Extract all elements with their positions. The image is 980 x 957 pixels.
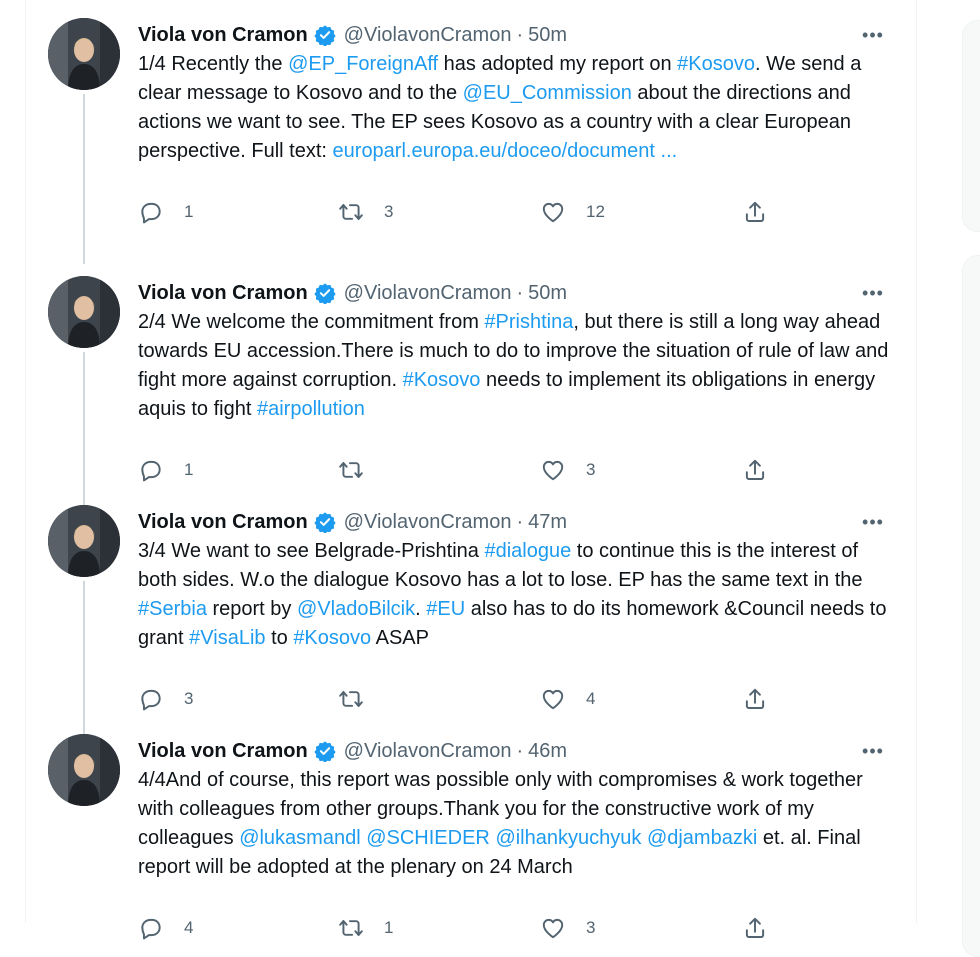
tweet-link[interactable]: @ilhankyuchyuk [495, 827, 642, 849]
tweet-time[interactable]: 50m [528, 23, 568, 46]
reply-count: 3 [184, 689, 194, 708]
tweet-1[interactable] [26, 0, 916, 229]
tweet-header [138, 278, 567, 308]
heart-icon [540, 199, 566, 225]
retweet-button[interactable] [338, 912, 393, 944]
tweet-link[interactable]: #Kosovo [402, 369, 481, 391]
tweet-header [138, 736, 567, 766]
tweet-link[interactable]: #Serbia [138, 598, 207, 620]
retweet-icon [338, 199, 364, 225]
tweet-time[interactable]: 47m [528, 510, 568, 533]
tweet-link[interactable]: #Prishtina [484, 311, 574, 333]
share-icon [742, 457, 768, 483]
tweet-text-segment: et. al. Final report will be adopted at the plenary on 24 March [138, 827, 861, 878]
author-handle[interactable]: @ViolavonCramon [343, 739, 512, 762]
reply-icon [138, 915, 164, 941]
tweet-actions [138, 683, 778, 715]
tweet-text-segment: to [265, 627, 294, 649]
tweet-link[interactable]: @djambazki [646, 827, 758, 849]
tweet-text-segment: . [415, 598, 427, 620]
share-button[interactable] [742, 196, 768, 228]
verified-badge-icon [314, 511, 336, 533]
retweet-count: 3 [384, 202, 394, 221]
separator: · [516, 739, 524, 762]
tweet-link[interactable]: @EP_ForeignAff [288, 53, 439, 75]
reply-icon [138, 686, 164, 712]
reply-button[interactable] [138, 683, 193, 715]
like-count: 12 [586, 202, 605, 221]
tweet-link[interactable]: #dialogue [484, 540, 572, 562]
tweet-text-segment: , but there is still a long way ahead towards EU accession.There is much to do to improve the situation of rule of law and fight more against corruption. [138, 311, 889, 391]
separator: · [516, 510, 524, 533]
tweet-link[interactable]: @SCHIEDER [366, 827, 490, 849]
avatar[interactable] [48, 276, 120, 348]
like-button[interactable] [540, 912, 595, 944]
like-count: 3 [586, 918, 596, 937]
tweet-link[interactable]: #VisaLib [189, 627, 266, 649]
heart-icon [540, 915, 566, 941]
more-icon[interactable]: ••• [862, 511, 884, 532]
tweet-text-segment: about the directions and actions we want to see. The EP sees Kosovo as a country with a clear European perspective. Full text: [138, 82, 851, 162]
reply-button[interactable] [138, 454, 193, 486]
like-button[interactable] [540, 196, 605, 228]
sidebar-card [962, 20, 980, 232]
tweet-text-segment: 2/4 We welcome the commitment from [138, 311, 485, 333]
tweet-text-segment: to continue this is the interest of both sides. W.o the dialogue Kosovo has a lot to lose. EP has the same text in the [138, 540, 863, 591]
share-icon [742, 915, 768, 941]
tweet-text-segment: needs to implement its obligations in energy aquis to fight [138, 369, 876, 420]
author-handle[interactable]: @ViolavonCramon [343, 281, 512, 304]
avatar[interactable] [48, 734, 120, 806]
reply-count: 1 [184, 460, 194, 479]
tweet-link[interactable]: @EU_Commission [462, 82, 632, 104]
author-handle[interactable]: @ViolavonCramon [343, 510, 512, 533]
retweet-icon [338, 457, 364, 483]
tweet-text [138, 766, 898, 882]
avatar[interactable] [48, 18, 120, 90]
avatar[interactable] [48, 505, 120, 577]
tweet-actions [138, 454, 778, 486]
tweet-link[interactable]: @lukasmandl [239, 827, 361, 849]
tweet-3[interactable] [26, 487, 916, 716]
heart-icon [540, 457, 566, 483]
reply-count: 1 [184, 202, 194, 221]
author-name[interactable]: Viola von Cramon [138, 23, 308, 46]
tweet-text-segment: ASAP [371, 627, 429, 649]
separator: · [516, 23, 524, 46]
heart-icon [540, 686, 566, 712]
verified-badge-icon [314, 282, 336, 304]
share-button[interactable] [742, 912, 768, 944]
share-button[interactable] [742, 454, 768, 486]
tweet-link[interactable]: @VladoBilcik [296, 598, 416, 620]
sidebar-card [962, 255, 980, 957]
tweet-text-segment: report by [206, 598, 297, 620]
retweet-button[interactable] [338, 196, 393, 228]
retweet-icon [338, 915, 364, 941]
retweet-button[interactable] [338, 454, 384, 486]
tweet-header [138, 20, 567, 50]
share-button[interactable] [742, 683, 768, 715]
tweet-text-segment: has adopted my report on [438, 53, 678, 75]
retweet-count: 1 [384, 918, 394, 937]
reply-count: 4 [184, 918, 194, 937]
reply-icon [138, 457, 164, 483]
more-icon[interactable]: ••• [862, 740, 884, 761]
tweet-text-segment: 3/4 We want to see Belgrade-Prishtina [138, 540, 485, 562]
tweet-text [138, 50, 898, 166]
separator: · [516, 281, 524, 304]
more-icon[interactable]: ••• [862, 282, 884, 303]
like-button[interactable] [540, 683, 595, 715]
reply-button[interactable] [138, 196, 193, 228]
tweet-link[interactable]: #airpollution [256, 398, 365, 420]
tweet-time[interactable]: 46m [528, 739, 568, 762]
tweet-link[interactable]: europarl.europa.eu/doceo/document ... [332, 140, 678, 162]
tweet-actions [138, 196, 778, 228]
tweet-text [138, 308, 898, 424]
tweet-time[interactable]: 50m [528, 281, 568, 304]
thread-connector [83, 94, 85, 264]
tweet-2[interactable] [26, 258, 916, 487]
tweet-text-segment: . We send a clear message to Kosovo and to the [138, 53, 862, 104]
like-count: 3 [586, 460, 596, 479]
tweet-4[interactable] [26, 716, 916, 945]
author-name[interactable]: Viola von Cramon [138, 281, 308, 304]
more-icon[interactable]: ••• [862, 24, 884, 45]
like-count: 4 [586, 689, 596, 708]
tweet-text-segment: also has to do its homework &Council needs to grant [138, 598, 887, 649]
retweet-icon [338, 686, 364, 712]
tweet-text-segment: 1/4 Recently the [138, 53, 289, 75]
share-icon [742, 686, 768, 712]
timeline [25, 0, 917, 937]
tweet-text [138, 537, 898, 653]
author-handle[interactable]: @ViolavonCramon [343, 23, 512, 46]
tweet-text-segment: 4/4And of course, this report was possible only with compromises & work together with colleagues from other groups.Thank you for the constructive work of my colleagues [138, 769, 863, 849]
like-button[interactable] [540, 454, 595, 486]
reply-icon [138, 199, 164, 225]
tweet-link[interactable]: #Kosovo [293, 627, 372, 649]
verified-badge-icon [314, 740, 336, 762]
tweet-link[interactable]: #EU [426, 598, 466, 620]
retweet-button[interactable] [338, 683, 384, 715]
tweet-header [138, 507, 567, 537]
tweet-link[interactable]: #Kosovo [677, 53, 755, 75]
share-icon [742, 199, 768, 225]
tweet-actions [138, 912, 778, 944]
author-name[interactable]: Viola von Cramon [138, 739, 308, 762]
verified-badge-icon [314, 24, 336, 46]
reply-button[interactable] [138, 912, 193, 944]
author-name[interactable]: Viola von Cramon [138, 510, 308, 533]
